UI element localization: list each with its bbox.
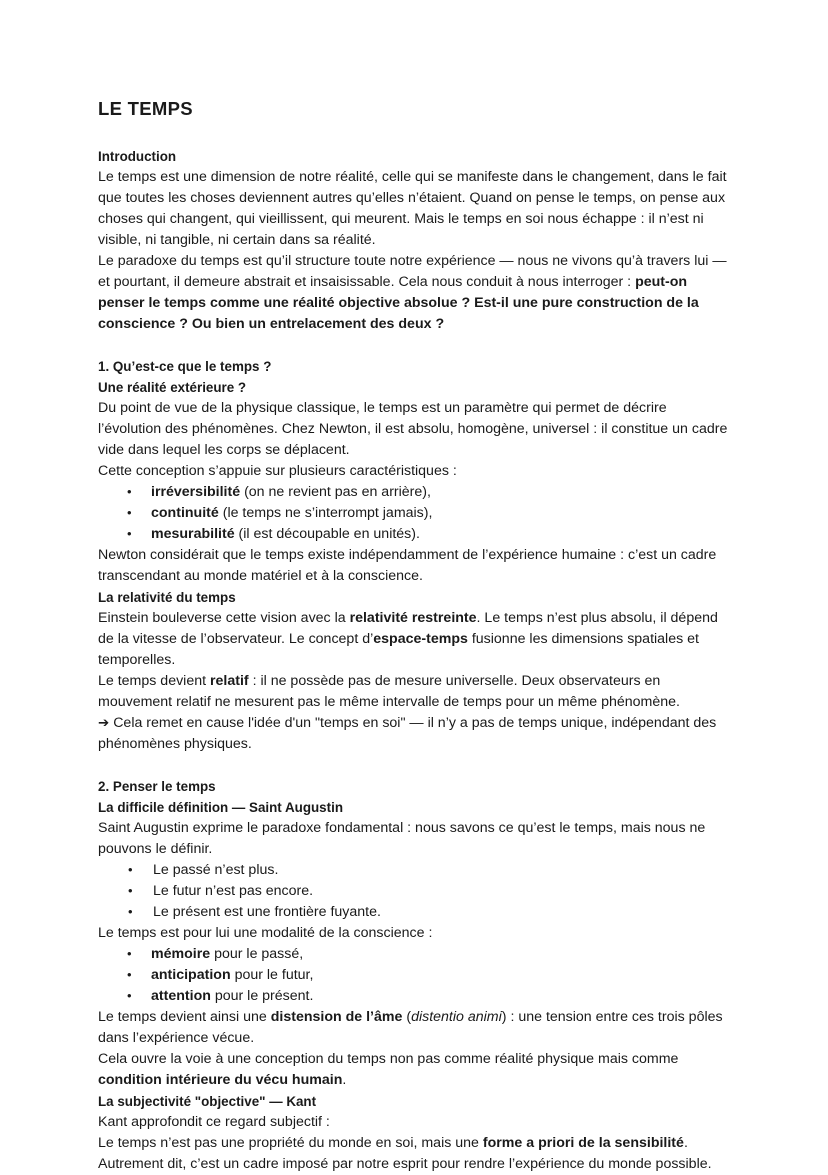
section-1-conclusion-text: Cela remet en cause l'idée d'un "temps en soi" — il n’y a pas de temps unique, indépendant des phénomènes physiques. [98, 715, 717, 752]
einstein-text-2: . Le temps n’est plus absolu, il dépend de la vitesse de l’observateur. Le concept d’ [98, 610, 718, 647]
intro-paragraph-2 [98, 251, 730, 335]
relatif-text-2: : il ne possède pas de mesure universelle. Deux observateurs en mouvement relatif ne mesurent pas le même intervalle de temps pour un même phénomène. [98, 673, 680, 710]
spacer-before-section-1 [98, 335, 730, 356]
relatif-text-1: Le temps devient [98, 673, 210, 689]
section-2-paragraph-final: Autrement dit, c’est un cadre imposé par notre esprit pour rendre l’expérience du monde possible. [98, 1156, 712, 1172]
conception-text-2: . [342, 1072, 347, 1088]
list-item: • Le futur n’est pas encore. [98, 881, 730, 902]
heading-section-1-sub-2: La relativité du temps [98, 590, 236, 605]
list-item-term: anticipation [151, 967, 231, 983]
list-item [98, 965, 730, 986]
term-espace-temps: espace-temps [373, 631, 468, 647]
kant-text-2: . [683, 1135, 688, 1151]
page-title: LE TEMPS [98, 98, 193, 119]
list-item-text: pour le futur, [230, 967, 314, 983]
heading-section-2-sub-1: La difficile définition — Saint Augustin [98, 800, 343, 815]
list-item-text: pour le présent. [210, 988, 314, 1004]
list-item-text: pour le passé, [210, 946, 304, 962]
conception-text-1: Cela ouvre la voie à une conception du temps non pas comme réalité physique mais comme [98, 1051, 679, 1067]
distension-text-2: ( [402, 1009, 412, 1025]
list-item: • Le passé n’est plus. [98, 860, 730, 881]
section-2-paragraph-kant [98, 1133, 730, 1154]
section-2-modality-lead: Le temps est pour lui une modalité de la conscience : [98, 925, 433, 941]
term-distension-ame: distension de l’âme [270, 1009, 403, 1025]
list-item-term: mémoire [151, 946, 211, 962]
section-1-conclusion [98, 713, 730, 755]
section-2-paragraph-distension [98, 1007, 730, 1049]
section-1-paragraph-relatif [98, 671, 730, 713]
list-item: • Le présent est une frontière fuyante. [98, 902, 730, 923]
intro-problematique: peut-on penser le temps comme une réalité objective absolue ? Est-il une pure construction de la conscience ? Ou bien un entrelacement des deux ? [98, 274, 699, 332]
distension-text-3: ) : une tension entre ces trois pôles dans l’expérience vécue. [98, 1009, 723, 1046]
einstein-text-3: fusionne les dimensions spatiales et temporelles. [98, 631, 699, 668]
heading-section-1-sub-1: Une réalité extérieure ? [98, 380, 247, 395]
list-item-term: continuité [151, 505, 219, 521]
section-2-modality-list [98, 944, 730, 1007]
list-item-term: irréversibilité [151, 484, 241, 500]
list-item [98, 944, 730, 965]
heading-section-2: 2. Penser le temps [98, 779, 216, 794]
term-forme-a-priori: forme a priori de la sensibilité [482, 1135, 684, 1151]
intro-paragraph-2-text: Le paradoxe du temps est qu’il structure toute notre expérience — nous ne vivons qu’à travers lui — et pourtant, il demeure abstrait et insaisissable. Cela nous conduit à nous interroger : [98, 253, 727, 290]
right-arrow-icon: ➔ [98, 716, 110, 731]
list-item [98, 503, 730, 524]
list-item-text: (il est découpable en unités). [234, 526, 420, 542]
term-relativite-restreinte: relativité restreinte [349, 610, 477, 626]
term-condition-interieure: condition intérieure du vécu humain [98, 1072, 343, 1088]
list-item [98, 986, 730, 1007]
intro-paragraph-1: Le temps est une dimension de notre réalité, celle qui se manifeste dans le changement, dans le fait que toutes les choses deviennent autres qu’elles n’étaient. Quand on pense le temps, on pense aux choses qui changent, qui vieillissent, qui meurent. Mais le temps en soi nous échappe : il n’est ni visible, ni tangible, ni certain dans sa réalité. [98, 169, 727, 248]
section-1-bullets-lead: Cette conception s’appuie sur plusieurs caractéristiques : [98, 463, 457, 479]
heading-introduction: Introduction [98, 149, 177, 164]
list-item-text: (on ne revient pas en arrière), [240, 484, 431, 500]
kant-text-1: Le temps n’est pas une propriété du monde en soi, mais une [98, 1135, 483, 1151]
heading-section-1: 1. Qu’est-ce que le temps ? [98, 359, 272, 374]
heading-section-2-sub-2: La subjectivité "objective" — Kant [98, 1094, 317, 1109]
term-distentio-animi: distentio animi [411, 1009, 502, 1025]
section-1-characteristics-list [98, 482, 730, 545]
section-2-paragraph-augustin: Saint Augustin exprime le paradoxe fondamental : nous savons ce qu’est le temps, mais nous ne pouvons le définir. [98, 820, 706, 857]
list-item-text: (le temps ne s’interrompt jamais), [218, 505, 433, 521]
section-1-paragraph-newton: Newton considérait que le temps existe indépendamment de l’expérience humaine : c’est un cadre transcendant au monde matériel et à la conscience. [98, 547, 717, 584]
section-2-kant-lead: Kant approfondit ce regard subjectif : [98, 1114, 330, 1130]
section-2-paragraph-conception [98, 1049, 730, 1091]
list-item-term: mesurabilité [151, 526, 235, 542]
list-item [98, 524, 730, 545]
term-relatif: relatif [210, 673, 249, 689]
einstein-text-1: Einstein bouleverse cette vision avec la [98, 610, 350, 626]
section-2-augustin-list [98, 860, 730, 923]
list-item [98, 482, 730, 503]
section-1-paragraph-einstein [98, 608, 730, 671]
distension-text-1: Le temps devient ainsi une [98, 1009, 271, 1025]
list-item-term: attention [151, 988, 211, 1004]
section-1-paragraph-physique: Du point de vue de la physique classique, le temps est un paramètre qui permet de décrire l’évolution des phénomènes. Chez Newton, il est absolu, homogène, universel : il constitue un cadre vide dans lequel les corps se déplacent. [98, 400, 728, 458]
spacer-before-section-2 [98, 755, 730, 776]
